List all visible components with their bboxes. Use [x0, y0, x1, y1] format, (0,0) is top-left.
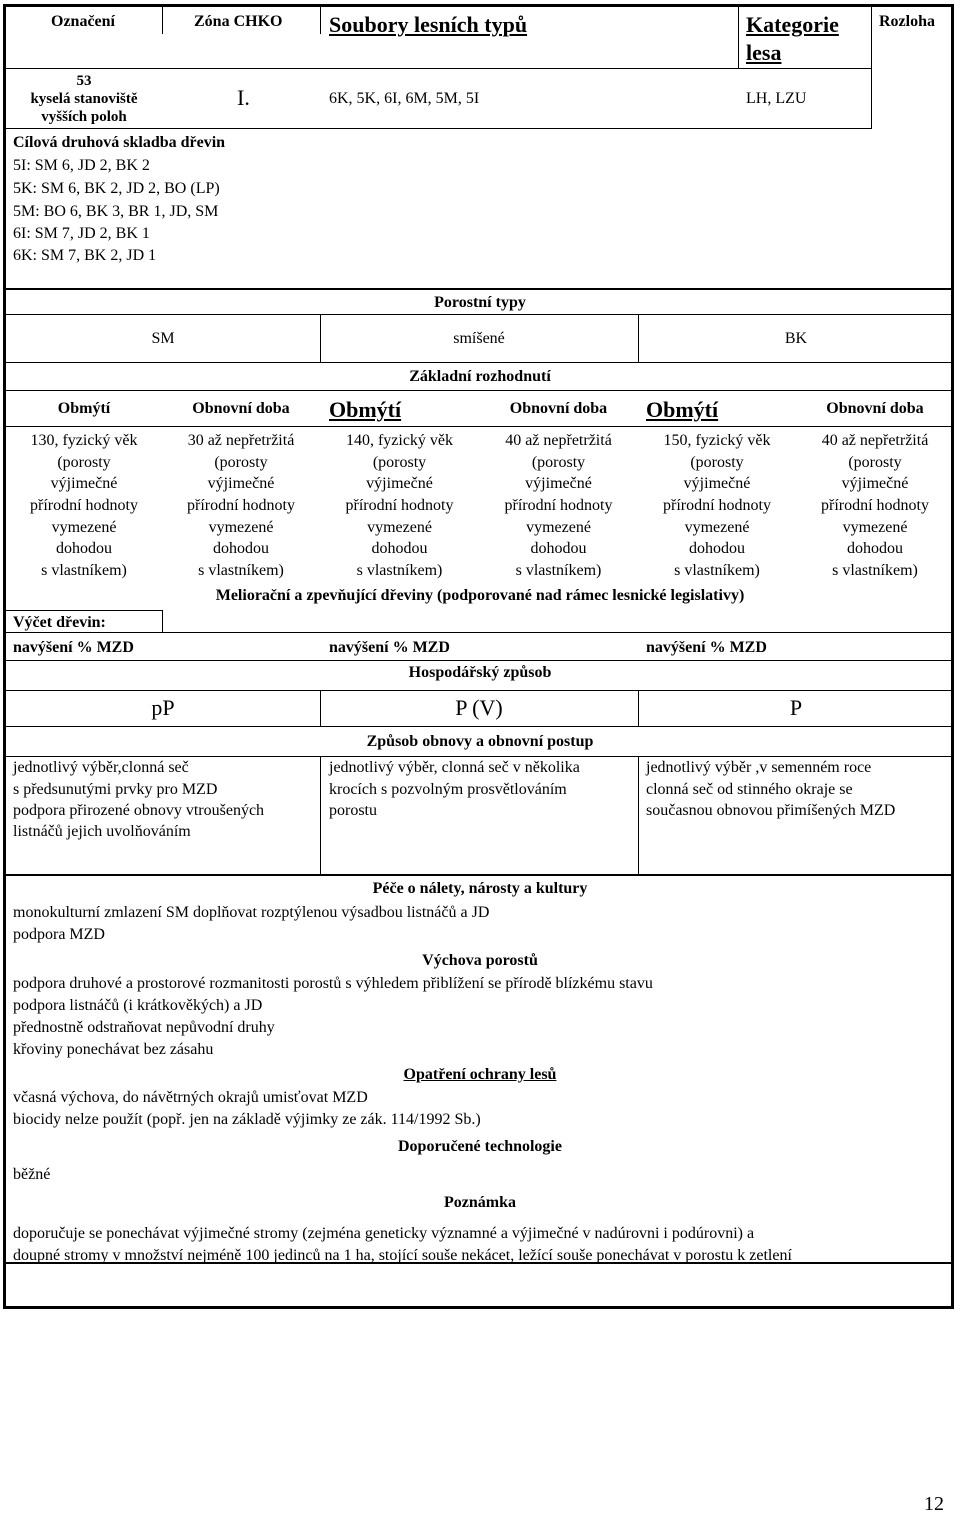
divider-line: [6, 690, 954, 691]
vychova-text: křoviny ponechávat bez zásahu: [13, 1041, 214, 1058]
zpusob-obnovy-text: clonná seč od stinného okraje se: [646, 781, 853, 798]
note-line: přírodní hodnoty: [504, 497, 613, 514]
note-line: vymezené: [51, 519, 117, 536]
hospodarsky-zpusob-value: P (V): [455, 695, 503, 720]
note-line: (porosty: [57, 454, 111, 471]
note-line: (porosty: [531, 454, 586, 471]
header-kategorie-line2: lesa: [746, 40, 782, 65]
poznamka-title: Poznámka: [444, 1194, 516, 1211]
poznamka-text: doupné stromy v množství nejméně 100 jedinců na 1 ha, stojící souše nekácet, ležící souše ponechávat v porostu k zetlení: [13, 1247, 792, 1264]
porostni-typy-title: Porostní typy: [434, 294, 526, 311]
zpusob-obnovy-text: s předsunutými prvky pro MZD: [13, 781, 218, 798]
header-soubory: Soubory lesních typů: [329, 12, 528, 37]
ochrana-text: biocidy nelze použít (popř. jen na základě výjimky ze zák. 114/1992 Sb.): [13, 1111, 481, 1128]
note-line: dohodou: [530, 540, 587, 557]
zpusob-obnovy-text: současnou obnovou přimíšených MZD: [646, 802, 896, 819]
divider-line: [162, 6, 163, 34]
note-line: s vlastníkem): [515, 562, 602, 579]
obmyti-label: Obmýtí: [646, 397, 719, 422]
zpusob-obnovy-text: jednotlivý výběr,clonná seč: [13, 759, 189, 776]
header-kategorie-line1: Kategorie: [746, 12, 839, 37]
note-line: s vlastníkem): [198, 562, 284, 579]
obmyti-value: 150, fyzický věk: [663, 432, 771, 449]
zpusob-obnovy-text: krocích s pozvolným prosvětlováním: [329, 781, 567, 798]
divider-line: [6, 632, 954, 633]
hospodarsky-zpusob-value: pP: [151, 695, 175, 720]
cilova-skladba-item: 6I: SM 7, JD 2, BK 1: [13, 225, 150, 242]
note-line: (porosty: [214, 454, 268, 471]
note-line: (porosty: [848, 454, 902, 471]
note-line: (porosty: [372, 454, 427, 471]
divider-line: [162, 610, 163, 632]
obmyti-label: Obmýtí: [57, 400, 111, 417]
vychova-text: přednostně odstraňovat nepůvodní druhy: [13, 1019, 275, 1036]
obnovni-doba-value: 40 až nepřetržitá: [505, 432, 612, 449]
note-line: výjimečné: [366, 475, 433, 492]
note-line: přírodní hodnoty: [187, 497, 295, 514]
navyseni-mzd: navýšení % MZD: [646, 639, 767, 656]
zpusob-obnovy-title: Způsob obnovy a obnovní postup: [366, 733, 594, 750]
divider-line: [6, 426, 954, 427]
note-line: s vlastníkem): [832, 562, 918, 579]
zpusob-obnovy-text: porostu: [329, 802, 377, 819]
vychova-title: Výchova porostů: [422, 952, 538, 969]
obnovni-doba-value: 40 až nepřetržitá: [821, 432, 929, 449]
hospodarsky-zpusob-value: P: [789, 695, 803, 720]
divider-line: [6, 68, 872, 69]
note-line: dohodou: [371, 540, 428, 557]
vychova-text: podpora druhové a prostorové rozmanitosti porostů s výhledem přiblížení se přírodě blízkému stavu: [13, 975, 653, 992]
technologie-title: Doporučené technologie: [398, 1138, 562, 1155]
header-oznaceni: Označení: [51, 13, 115, 30]
vychova-text: podpora listnáčů (i krátkověkých) a JD: [13, 997, 263, 1014]
obnovni-doba-label: Obnovní doba: [509, 400, 608, 417]
note-line: vymezené: [842, 519, 908, 536]
note-line: dohodou: [213, 540, 269, 557]
divider-line: [638, 756, 639, 874]
porostni-typ-sm: SM: [151, 330, 175, 347]
obnovni-doba-value: 30 až nepřetržitá: [187, 432, 295, 449]
stanoviste-number: 53: [76, 73, 92, 89]
divider-line: [6, 874, 954, 876]
ochrana-text: včasná výchova, do návětrných okrajů umisťovat MZD: [13, 1089, 368, 1106]
divider-line: [6, 610, 162, 611]
zpusob-obnovy-text: podpora přirozené obnovy vtroušených: [13, 802, 265, 819]
porostni-typ-bk: BK: [784, 330, 808, 347]
note-line: vymezené: [526, 519, 591, 536]
poznamka-text: doporučuje se ponechávat výjimečné stromy (zejména geneticky významné a výjimečné v nadúrovni i podúrovni) a: [13, 1225, 755, 1242]
zpusob-obnovy-text: jednotlivý výběr ,v semenném roce: [646, 759, 872, 776]
obnovni-doba-label: Obnovní doba: [826, 400, 924, 417]
note-line: (porosty: [690, 454, 744, 471]
divider-line: [6, 726, 954, 727]
obmyti-value: 130, fyzický věk: [30, 432, 138, 449]
note-line: dohodou: [847, 540, 903, 557]
zpusob-obnovy-text: jednotlivý výběr, clonná seč v několika: [329, 759, 580, 776]
obnovni-doba-label: Obnovní doba: [192, 400, 290, 417]
cilova-skladba-item: 5I: SM 6, JD 2, BK 2: [13, 157, 150, 174]
note-line: výjimečné: [525, 475, 592, 492]
note-line: vymezené: [208, 519, 274, 536]
note-line: přírodní hodnoty: [821, 497, 929, 514]
divider-line: [6, 128, 872, 129]
header-zona-chko: Zóna CHKO: [194, 13, 283, 30]
note-line: výjimečné: [683, 475, 751, 492]
cilova-skladba-item: 5K: SM 6, BK 2, JD 2, BO (LP): [13, 180, 220, 197]
divider-line: [6, 390, 954, 391]
obmyti-value: 140, fyzický věk: [345, 432, 454, 449]
cilova-skladba-item: 6K: SM 7, BK 2, JD 1: [13, 247, 157, 264]
note-line: přírodní hodnoty: [663, 497, 771, 514]
note-line: výjimečné: [207, 475, 275, 492]
divider-line: [871, 6, 872, 128]
soubory-value: 6K, 5K, 6I, 6M, 5M, 5I: [329, 90, 480, 107]
note-line: výjimečné: [50, 475, 118, 492]
zpusob-obnovy-text: listnáčů jejich uvolňováním: [13, 823, 191, 840]
divider-line: [6, 660, 954, 661]
porostni-typ-smisene: smíšené: [453, 330, 505, 347]
obmyti-label: Obmýtí: [329, 397, 402, 422]
divider-line: [6, 288, 954, 290]
divider-line: [738, 6, 739, 68]
note-line: dohodou: [56, 540, 112, 557]
note-line: přírodní hodnoty: [345, 497, 454, 514]
zona-value: I.: [237, 85, 250, 110]
note-line: přírodní hodnoty: [30, 497, 138, 514]
kategorie-value: LH, LZU: [746, 90, 807, 107]
technologie-value: běžné: [13, 1166, 51, 1183]
page-number: 12: [924, 1493, 944, 1515]
note-line: dohodou: [689, 540, 745, 557]
stanoviste-name-line2: vyšších poloh: [41, 109, 127, 125]
stanoviste-name-line1: kyselá stanoviště: [30, 91, 138, 107]
divider-line: [6, 362, 954, 363]
note-line: výjimečné: [841, 475, 909, 492]
note-line: s vlastníkem): [41, 562, 127, 579]
note-line: s vlastníkem): [356, 562, 443, 579]
ochrana-title: Opatření ochrany lesů: [403, 1066, 557, 1083]
note-line: vymezené: [684, 519, 750, 536]
melioracni-title: Meliorační a zpevňující dřeviny (podporované nad rámec lesnické legislativy): [215, 587, 745, 604]
header-rozloha: Rozloha: [879, 13, 935, 30]
vycet-drevin-label: Výčet dřevin:: [13, 614, 106, 631]
hospodarsky-zpusob-title: Hospodářský způsob: [408, 664, 552, 681]
divider-line: [320, 6, 321, 34]
pece-text: podpora MZD: [13, 926, 105, 943]
pece-text: monokulturní zmlazení SM doplňovat rozptýlenou výsadbou listnáčů a JD: [13, 904, 490, 921]
note-line: vymezené: [367, 519, 432, 536]
cilova-skladba-item: 5M: BO 6, BK 3, BR 1, JD, SM: [13, 203, 219, 220]
pece-title: Péče o nálety, nárosty a kultury: [372, 880, 588, 897]
divider-line: [6, 314, 954, 315]
navyseni-mzd: navýšení % MZD: [329, 639, 450, 656]
cilova-skladba-title: Cílová druhová skladba dřevin: [13, 134, 226, 151]
navyseni-mzd: navýšení % MZD: [13, 639, 134, 656]
divider-line: [320, 756, 321, 874]
note-line: s vlastníkem): [674, 562, 760, 579]
zakladni-rozhodnuti-title: Základní rozhodnutí: [409, 368, 551, 385]
